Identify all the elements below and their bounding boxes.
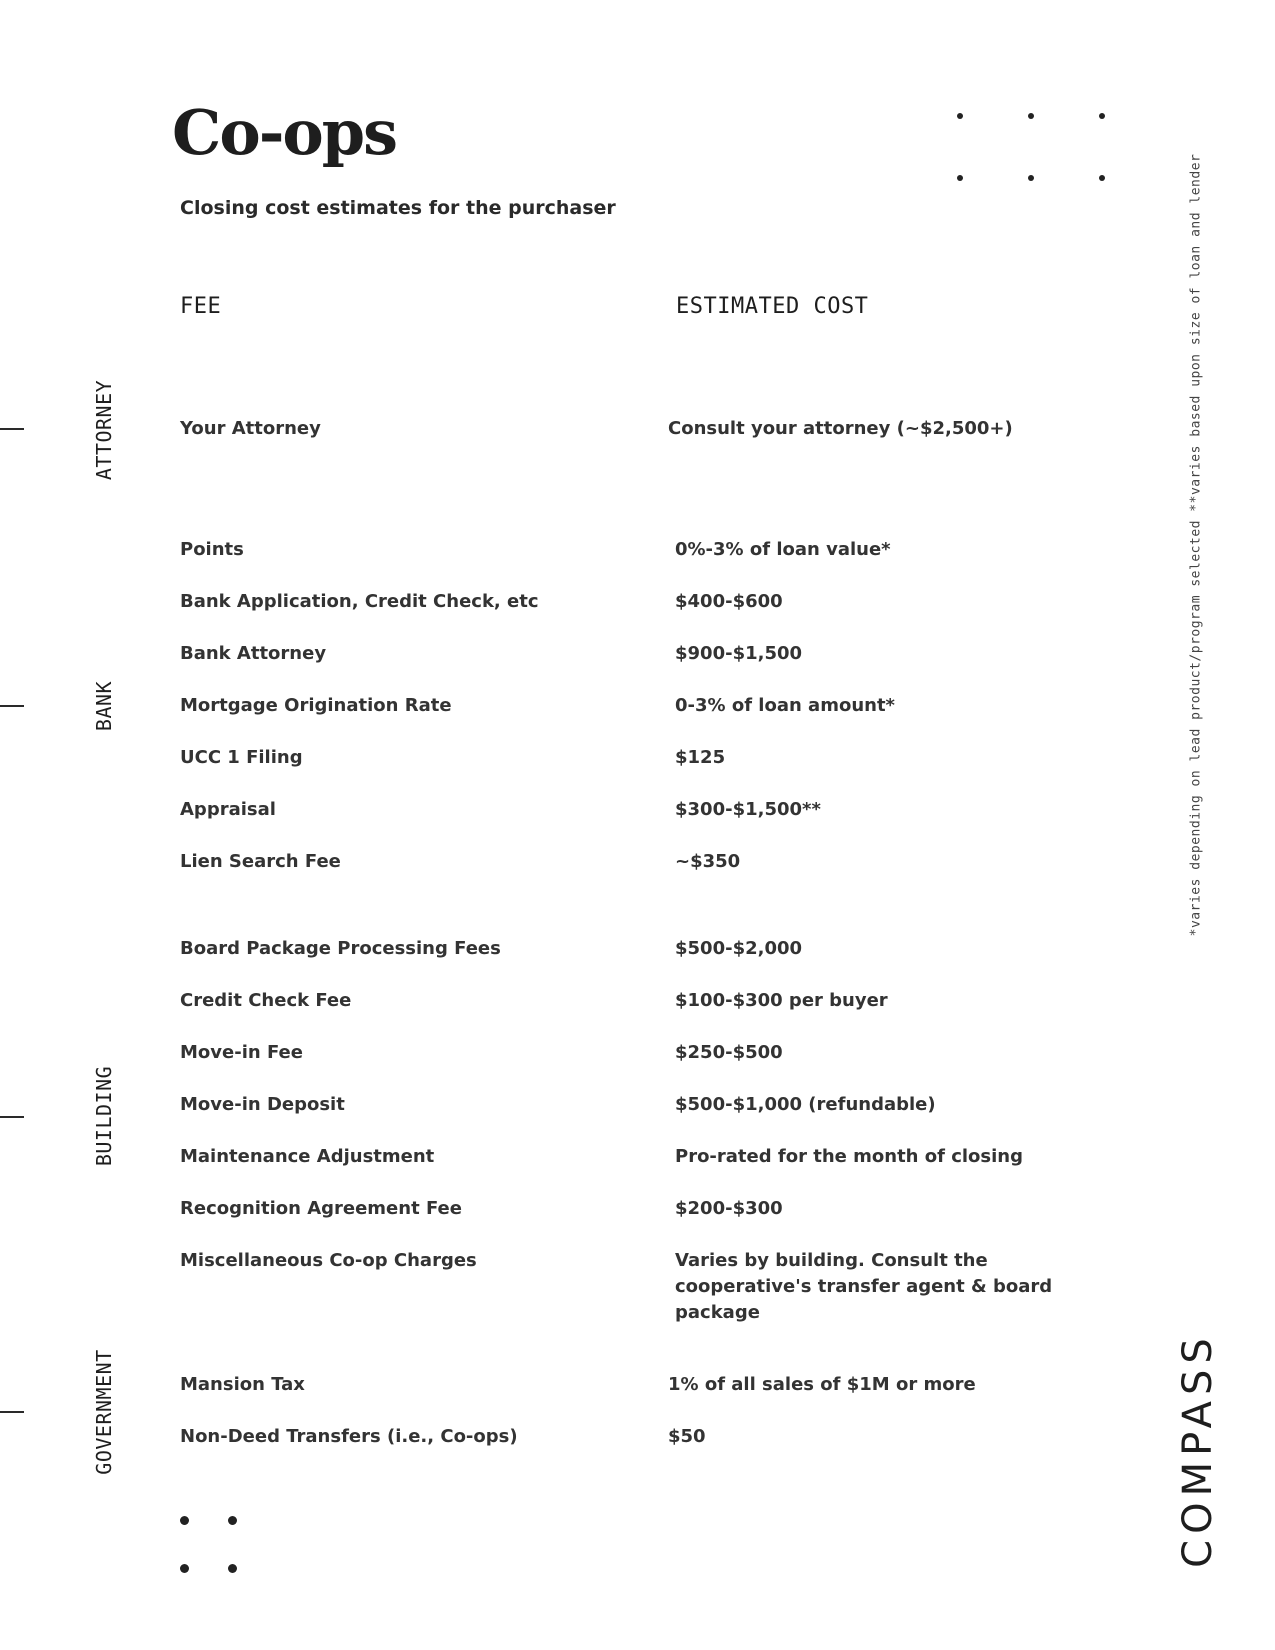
cost-value: $50 [668, 1426, 706, 1447]
compass-logo: COMPASS [1175, 1332, 1221, 1568]
fee-label: Move-in Fee [180, 1042, 303, 1063]
fee-label: UCC 1 Filing [180, 747, 303, 768]
fee-label: Your Attorney [180, 418, 321, 439]
footnote: *varies depending on lead product/program selected **varies based upon size of loan and lender [1188, 153, 1204, 937]
cost-value: 0%-3% of loan value* [675, 539, 891, 560]
cost-value: $200-$300 [675, 1198, 783, 1219]
fee-label: Appraisal [180, 799, 276, 820]
section-tick-building [0, 1116, 24, 1118]
page-title: Co-ops [172, 96, 397, 169]
dot [957, 175, 963, 181]
fee-label: Recognition Agreement Fee [180, 1198, 462, 1219]
cost-column-header: ESTIMATED COST [676, 294, 869, 319]
fee-label: Move-in Deposit [180, 1094, 345, 1115]
fee-label: Mortgage Origination Rate [180, 695, 452, 716]
section-tick-government [0, 1411, 24, 1413]
cost-value: Varies by building. Consult the cooperative's transfer agent & board package [675, 1250, 1053, 1323]
cost-value: $900-$1,500 [675, 643, 803, 664]
cost-value: Consult your attorney (~$2,500+) [668, 418, 1013, 439]
dot [1028, 175, 1034, 181]
cost-value: $300-$1,500** [675, 799, 821, 820]
fee-column-header: FEE [180, 294, 222, 319]
section-tick-bank [0, 705, 24, 707]
cost-value: ~$350 [675, 851, 741, 872]
cost-value: $100-$300 per buyer [675, 990, 888, 1011]
cost-value: $400-$600 [675, 591, 783, 612]
fee-label: Miscellaneous Co-op Charges [180, 1250, 477, 1271]
cost-value: 1% of all sales of $1M or more [668, 1374, 976, 1395]
dot [1028, 113, 1034, 119]
section-label-government: GOVERNMENT [92, 1349, 116, 1475]
fee-label: Non-Deed Transfers (i.e., Co-ops) [180, 1426, 518, 1447]
cost-value: $125 [675, 747, 726, 768]
fee-label: Credit Check Fee [180, 990, 352, 1011]
dot [180, 1564, 189, 1573]
dot [1099, 113, 1105, 119]
dot [228, 1516, 237, 1525]
dot [228, 1564, 237, 1573]
section-label-building: BUILDING [92, 1065, 116, 1167]
fee-label: Mansion Tax [180, 1374, 305, 1395]
fee-label: Bank Application, Credit Check, etc [180, 591, 539, 612]
cost-value: 0-3% of loan amount* [675, 695, 895, 716]
cost-value: $250-$500 [675, 1042, 783, 1063]
fee-label: Bank Attorney [180, 643, 327, 664]
section-tick-attorney [0, 428, 24, 430]
dot [180, 1516, 189, 1525]
fee-label: Points [180, 539, 244, 560]
cost-value: $500-$1,000 (refundable) [675, 1094, 936, 1115]
page-subtitle: Closing cost estimates for the purchaser [180, 197, 616, 219]
fee-label: Maintenance Adjustment [180, 1146, 435, 1167]
cost-value: $500-$2,000 [675, 938, 803, 959]
fee-label: Board Package Processing Fees [180, 938, 501, 959]
section-label-attorney: ATTORNEY [92, 379, 116, 481]
dot [957, 113, 963, 119]
dot [1099, 175, 1105, 181]
cost-value: Pro-rated for the month of closing [675, 1146, 1024, 1167]
section-label-bank: BANK [92, 680, 116, 732]
fee-label: Lien Search Fee [180, 851, 341, 872]
